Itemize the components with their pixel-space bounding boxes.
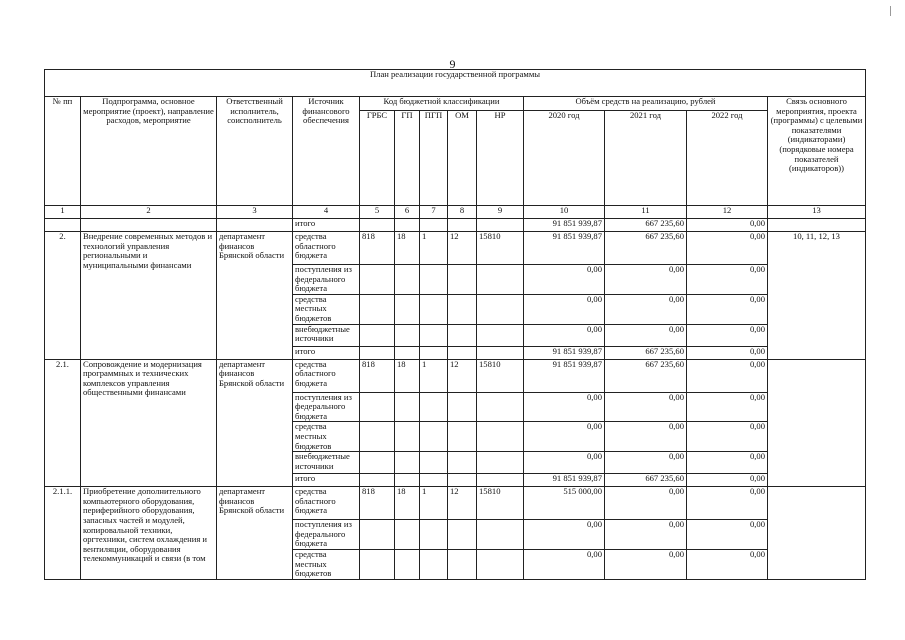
code-nr xyxy=(477,392,524,422)
funding-source: средства местных бюджетов xyxy=(293,422,360,452)
cell-empty xyxy=(395,219,420,232)
column-number: 13 xyxy=(768,206,866,219)
code-pgp xyxy=(420,294,448,324)
funding-source: средства областного бюджета xyxy=(293,359,360,392)
cell-empty xyxy=(81,219,217,232)
code-grbs xyxy=(360,422,395,452)
code-grbs xyxy=(360,346,395,359)
code-grbs: 818 xyxy=(360,487,395,520)
amount-2022: 0,00 xyxy=(687,422,768,452)
table-row xyxy=(45,487,866,520)
header-2020: 2020 год xyxy=(524,111,605,206)
code-gp xyxy=(395,294,420,324)
amount-2022: 0,00 xyxy=(687,520,768,550)
amount-2020: 515 000,00 xyxy=(524,487,605,520)
amount-2021: 0,00 xyxy=(605,520,687,550)
cell-empty xyxy=(448,219,477,232)
code-om xyxy=(448,422,477,452)
code-nr xyxy=(477,520,524,550)
code-om xyxy=(448,549,477,579)
cell-empty xyxy=(45,219,81,232)
table-row xyxy=(45,232,866,265)
code-pgp: 1 xyxy=(420,359,448,392)
amount-2022: 0,00 xyxy=(687,346,768,359)
header-link: Связь основного мероприятия, проекта (программы) с целевыми показателями (индикаторами) (порядковые номера показателей (индикаторов)) xyxy=(768,97,866,206)
code-grbs xyxy=(360,324,395,346)
amount-2020: 0,00 xyxy=(524,520,605,550)
code-pgp xyxy=(420,346,448,359)
funding-source: внебюджетные источники xyxy=(293,324,360,346)
column-number: 8 xyxy=(448,206,477,219)
code-pgp xyxy=(420,324,448,346)
funding-source: поступления из федерального бюджета xyxy=(293,520,360,550)
amount-2021: 667 235,60 xyxy=(605,232,687,265)
code-gp xyxy=(395,549,420,579)
amount-2020: 91 851 939,87 xyxy=(524,474,605,487)
column-number: 7 xyxy=(420,206,448,219)
code-gp xyxy=(395,520,420,550)
indicator-link: 10, 11, 12, 13 xyxy=(768,232,866,360)
code-gp xyxy=(395,422,420,452)
header-2021: 2021 год xyxy=(605,111,687,206)
column-number: 12 xyxy=(687,206,768,219)
program-plan-table xyxy=(44,69,866,580)
header-source: Источник финансового обеспечения xyxy=(293,97,360,206)
column-number: 9 xyxy=(477,206,524,219)
code-pgp xyxy=(420,549,448,579)
amount-2020: 91 851 939,87 xyxy=(524,232,605,265)
amount-2022: 0,00 xyxy=(687,294,768,324)
amount-2020: 0,00 xyxy=(524,422,605,452)
table-row xyxy=(45,359,866,392)
amount-2022: 0,00 xyxy=(687,549,768,579)
code-om xyxy=(448,452,477,474)
code-nr: 15810 xyxy=(477,359,524,392)
amount-2022: 0,00 xyxy=(687,232,768,265)
column-number: 6 xyxy=(395,206,420,219)
amount-2020: 0,00 xyxy=(524,452,605,474)
funding-source: итого xyxy=(293,346,360,359)
code-om xyxy=(448,392,477,422)
funding-source: средства областного бюджета xyxy=(293,487,360,520)
code-gp: 18 xyxy=(395,232,420,265)
header-num: № пп xyxy=(45,97,81,206)
code-om xyxy=(448,265,477,295)
amount-2021: 0,00 xyxy=(605,294,687,324)
funding-source: средства местных бюджетов xyxy=(293,294,360,324)
cell-empty xyxy=(217,219,293,232)
code-nr xyxy=(477,422,524,452)
cell-empty xyxy=(477,219,524,232)
cell-empty xyxy=(768,219,866,232)
amount-2022: 0,00 xyxy=(687,392,768,422)
code-pgp xyxy=(420,474,448,487)
code-om xyxy=(448,294,477,324)
amount-2020: 0,00 xyxy=(524,324,605,346)
carry-source: итого xyxy=(293,219,360,232)
carry-over-row xyxy=(45,219,866,232)
code-grbs xyxy=(360,520,395,550)
amount-2021: 667 235,60 xyxy=(605,346,687,359)
funding-source: внебюджетные источники xyxy=(293,452,360,474)
amount-2020: 91 851 939,87 xyxy=(524,359,605,392)
indicator-link xyxy=(768,359,866,487)
indicator-link xyxy=(768,487,866,580)
code-pgp xyxy=(420,265,448,295)
code-nr xyxy=(477,474,524,487)
amount-2021: 0,00 xyxy=(605,324,687,346)
code-pgp xyxy=(420,422,448,452)
code-om: 12 xyxy=(448,232,477,265)
code-gp xyxy=(395,474,420,487)
code-pgp: 1 xyxy=(420,232,448,265)
column-number: 1 xyxy=(45,206,81,219)
code-pgp xyxy=(420,392,448,422)
code-om xyxy=(448,474,477,487)
code-pgp xyxy=(420,520,448,550)
header-grbs: ГРБС xyxy=(360,111,395,206)
responsible-executor: департамент финансов Брянской области xyxy=(217,487,293,580)
code-grbs xyxy=(360,265,395,295)
code-nr: 15810 xyxy=(477,232,524,265)
header-om: ОМ xyxy=(448,111,477,206)
column-number: 5 xyxy=(360,206,395,219)
carry-2020: 91 851 939,87 xyxy=(524,219,605,232)
code-grbs xyxy=(360,294,395,324)
amount-2021: 667 235,60 xyxy=(605,474,687,487)
code-grbs xyxy=(360,392,395,422)
row-number: 2.1.1. xyxy=(45,487,81,580)
code-gp xyxy=(395,452,420,474)
funding-source: средства местных бюджетов xyxy=(293,549,360,579)
amount-2022: 0,00 xyxy=(687,265,768,295)
amount-2022: 0,00 xyxy=(687,487,768,520)
amount-2022: 0,00 xyxy=(687,474,768,487)
code-om xyxy=(448,346,477,359)
funding-source: итого xyxy=(293,474,360,487)
header-gp: ГП xyxy=(395,111,420,206)
table-title: План реализации государственной программы xyxy=(45,70,866,97)
page-number: 9 xyxy=(449,57,456,71)
amount-2020: 0,00 xyxy=(524,549,605,579)
amount-2020: 0,00 xyxy=(524,265,605,295)
code-gp: 18 xyxy=(395,359,420,392)
row-number: 2. xyxy=(45,232,81,360)
measure-name: Внедрение современных методов и технологий управления региональными и муниципальными финансами xyxy=(81,232,217,360)
code-pgp: 1 xyxy=(420,487,448,520)
amount-2022: 0,00 xyxy=(687,324,768,346)
carry-2022: 0,00 xyxy=(687,219,768,232)
amount-2021: 667 235,60 xyxy=(605,359,687,392)
code-gp xyxy=(395,265,420,295)
funding-source: средства областного бюджета xyxy=(293,232,360,265)
header-volume: Объём средств на реализацию, рублей xyxy=(524,97,768,111)
column-number: 11 xyxy=(605,206,687,219)
code-grbs: 818 xyxy=(360,359,395,392)
code-gp xyxy=(395,324,420,346)
code-om: 12 xyxy=(448,487,477,520)
header-budget-code: Код бюджетной классификации xyxy=(360,97,524,111)
amount-2021: 0,00 xyxy=(605,487,687,520)
cell-empty xyxy=(420,219,448,232)
amount-2020: 0,00 xyxy=(524,392,605,422)
code-nr xyxy=(477,294,524,324)
measure-name: Приобретение дополнительного компьютерного оборудования, периферийного оборудования, запасных частей и модулей, копировальной техники, оргтехники, систем охлаждения и вентиляции, оборудования телекоммуникаций и связи (в том xyxy=(81,487,217,580)
code-grbs xyxy=(360,452,395,474)
code-nr: 15810 xyxy=(477,487,524,520)
amount-2021: 0,00 xyxy=(605,452,687,474)
code-nr xyxy=(477,324,524,346)
responsible-executor: департамент финансов Брянской области xyxy=(217,232,293,360)
code-gp xyxy=(395,392,420,422)
cell-empty xyxy=(360,219,395,232)
code-grbs: 818 xyxy=(360,232,395,265)
column-number: 4 xyxy=(293,206,360,219)
code-nr xyxy=(477,265,524,295)
amount-2021: 0,00 xyxy=(605,422,687,452)
carry-2021: 667 235,60 xyxy=(605,219,687,232)
amount-2022: 0,00 xyxy=(687,359,768,392)
code-gp xyxy=(395,346,420,359)
header-executor: Ответственный исполнитель, соисполнитель xyxy=(217,97,293,206)
column-number: 10 xyxy=(524,206,605,219)
funding-source: поступления из федерального бюджета xyxy=(293,265,360,295)
measure-name: Сопровождение и модернизация программных и технических комплексов управления общественными финансами xyxy=(81,359,217,487)
code-om xyxy=(448,520,477,550)
header-pgp: ПГП xyxy=(420,111,448,206)
funding-source: поступления из федерального бюджета xyxy=(293,392,360,422)
amount-2020: 0,00 xyxy=(524,294,605,324)
responsible-executor: департамент финансов Брянской области xyxy=(217,359,293,487)
code-gp: 18 xyxy=(395,487,420,520)
column-number: 3 xyxy=(217,206,293,219)
code-om xyxy=(448,324,477,346)
amount-2021: 0,00 xyxy=(605,549,687,579)
column-number: 2 xyxy=(81,206,217,219)
amount-2021: 0,00 xyxy=(605,265,687,295)
code-grbs xyxy=(360,549,395,579)
code-pgp xyxy=(420,452,448,474)
amount-2020: 91 851 939,87 xyxy=(524,346,605,359)
code-nr xyxy=(477,346,524,359)
code-om: 12 xyxy=(448,359,477,392)
header-nr: НР xyxy=(477,111,524,206)
header-subprogram: Подпрограмма, основное мероприятие (проект), направление расходов, мероприятие xyxy=(81,97,217,206)
code-nr xyxy=(477,452,524,474)
amount-2022: 0,00 xyxy=(687,452,768,474)
header-2022: 2022 год xyxy=(687,111,768,206)
amount-2021: 0,00 xyxy=(605,392,687,422)
edge-mark xyxy=(890,6,891,16)
code-grbs xyxy=(360,474,395,487)
row-number: 2.1. xyxy=(45,359,81,487)
code-nr xyxy=(477,549,524,579)
